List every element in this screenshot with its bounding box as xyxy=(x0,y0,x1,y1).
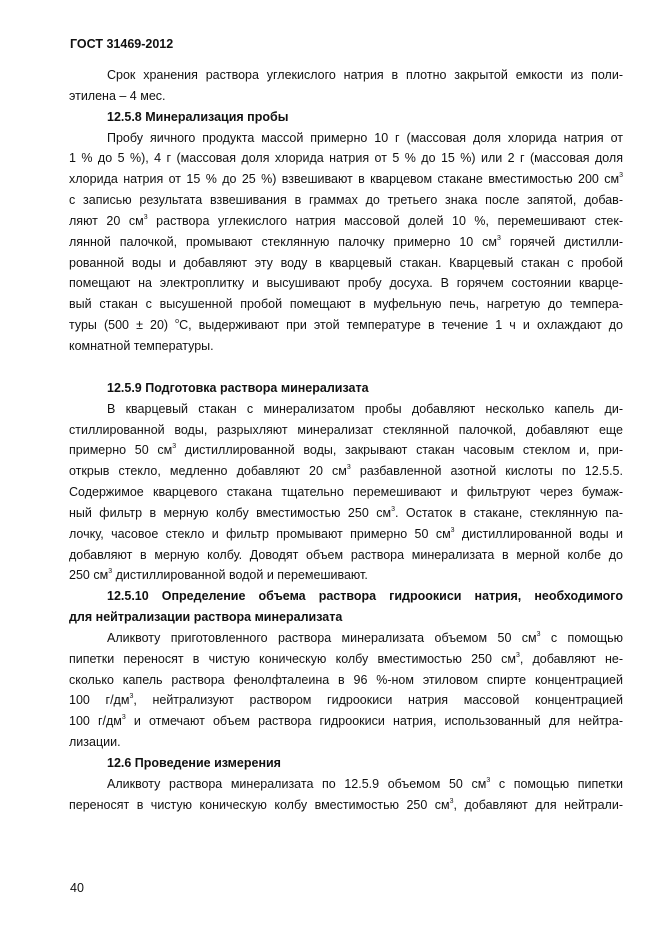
body-line: примерно 50 $см^3$ дистиллированной воды, закрывают стакан часовым стеклом и, при- xyxy=(69,443,623,458)
body-line: комнатной температуры. xyxy=(69,338,214,353)
body-line: вый стакан с высушенной пробой помещают в муфельную печь, нагретую до темпера- xyxy=(69,297,623,312)
body-line: ный фильтр в мерную колбу вместимостью 250 $см^3$. Остаток в стакане, стеклянную па- xyxy=(69,505,623,520)
body-line: помещают на электроплитку и высушивают пробу досуха. В горячем состоянии кварце- xyxy=(69,276,623,291)
body-line: добавляют в мерную колбу. Доводят объем раствора минерализата в мерной колбе до xyxy=(69,547,623,562)
section-heading-12-6: 12.6 Проведение измерения xyxy=(107,756,281,770)
body-line: 100 $г/дм^3$ и отмечают объем раствора гидроокиси натрия, использованный для нейтра- xyxy=(69,714,623,729)
body-line: лянной палочкой, промывают стеклянную палочку примерно 10 $см^3$ горячей дистилли- xyxy=(69,234,623,249)
body-line: с записью результата взвешивания в граммах до третьего знака после запятой, добав- xyxy=(69,193,623,208)
section-heading-12-5-9: 12.5.9 Подготовка раствора минерализата xyxy=(107,380,369,395)
body-line: Аликвоту раствора минерализата по 12.5.9 объемом 50 $см^3$ с помощью пипетки xyxy=(107,776,623,791)
body-line: сколько капель раствора фенолфталеина в 96 %-ном этиловом спирте концентрацией xyxy=(69,672,623,687)
body-line: этилена – 4 мес. xyxy=(69,88,166,103)
body-line: открыв стекло, медленно добавляют 20 $см^3$ разбавленной азотной кислоты по 12.5.5. xyxy=(69,464,623,479)
body-line: пипетки переносят в чистую коническую колбу вместимостью 250 $см^3$, добавляют не- xyxy=(69,651,623,666)
body-line: Срок хранения раствора углекислого натрия в плотно закрытой емкости из поли- xyxy=(107,68,623,82)
body-line: 1 % до 5 %), 4 г (массовая доля хлорида натрия от 5 % до 15 %) или 2 г (массовая доля xyxy=(69,151,623,166)
body-line: В кварцевый стакан с минерализатом пробы добавляют несколько капель ди- xyxy=(107,401,623,416)
body-line: хлорида натрия от 15 % до 25 %) взвешивают в кварцевом стакане вместимостью 200 $см^3$ xyxy=(69,172,623,187)
body-line: Аликвоту приготовленного раствора минерализата объемом 50 $см^3$ с помощью xyxy=(107,630,623,645)
body-line: рованной воды и добавляют эту воду в кварцевый стакан. Кварцевый стакан с пробой xyxy=(69,255,623,270)
body-line: ляют 20 $см^3$ раствора углекислого натрия массовой долей 10 %, перемешивают стек- xyxy=(69,213,623,228)
body-line: 250 $см^3$ дистиллированной водой и перемешивают. xyxy=(69,568,368,583)
body-line: лочку, часовое стекло и фильтр промывают примерно 50 $см^3$ дистиллированной воды и xyxy=(69,526,623,541)
document-header: ГОСТ 31469-2012 xyxy=(70,37,174,51)
body-line: лизации. xyxy=(69,735,121,750)
section-heading-12-5-10: 12.5.10 Определение объема раствора гидроокиси натрия, необходимого xyxy=(107,589,623,604)
body-line: Пробу яичного продукта массой примерно 10 г (массовая доля хлорида натрия от xyxy=(107,130,623,145)
section-heading-12-5-8: 12.5.8 Минерализация пробы xyxy=(107,109,289,124)
body-line: стиллированной воды, разрыхляют минерализат стеклянной палочкой, добавляют еще xyxy=(69,422,623,437)
body-line: Содержимое кварцевого стакана тщательно перемешивают и фильтруют через бумаж- xyxy=(69,485,623,500)
body-line: 100 $г/дм^3$, нейтрализуют раствором гидроокиси натрия массовой концентрацией xyxy=(69,693,624,708)
body-line: туры (500 ± 20) $^o$С, выдерживают при этой температуре в течение 1 ч и охлаждают до xyxy=(69,318,624,333)
page-number: 40 xyxy=(70,881,84,895)
body-line: переносят в чистую коническую колбу вместимостью 250 $см^3$, добавляют для нейтрали- xyxy=(69,797,623,812)
document-body xyxy=(69,65,623,816)
section-heading-12-5-10-cont: для нейтрализации раствора минерализата xyxy=(69,610,343,625)
